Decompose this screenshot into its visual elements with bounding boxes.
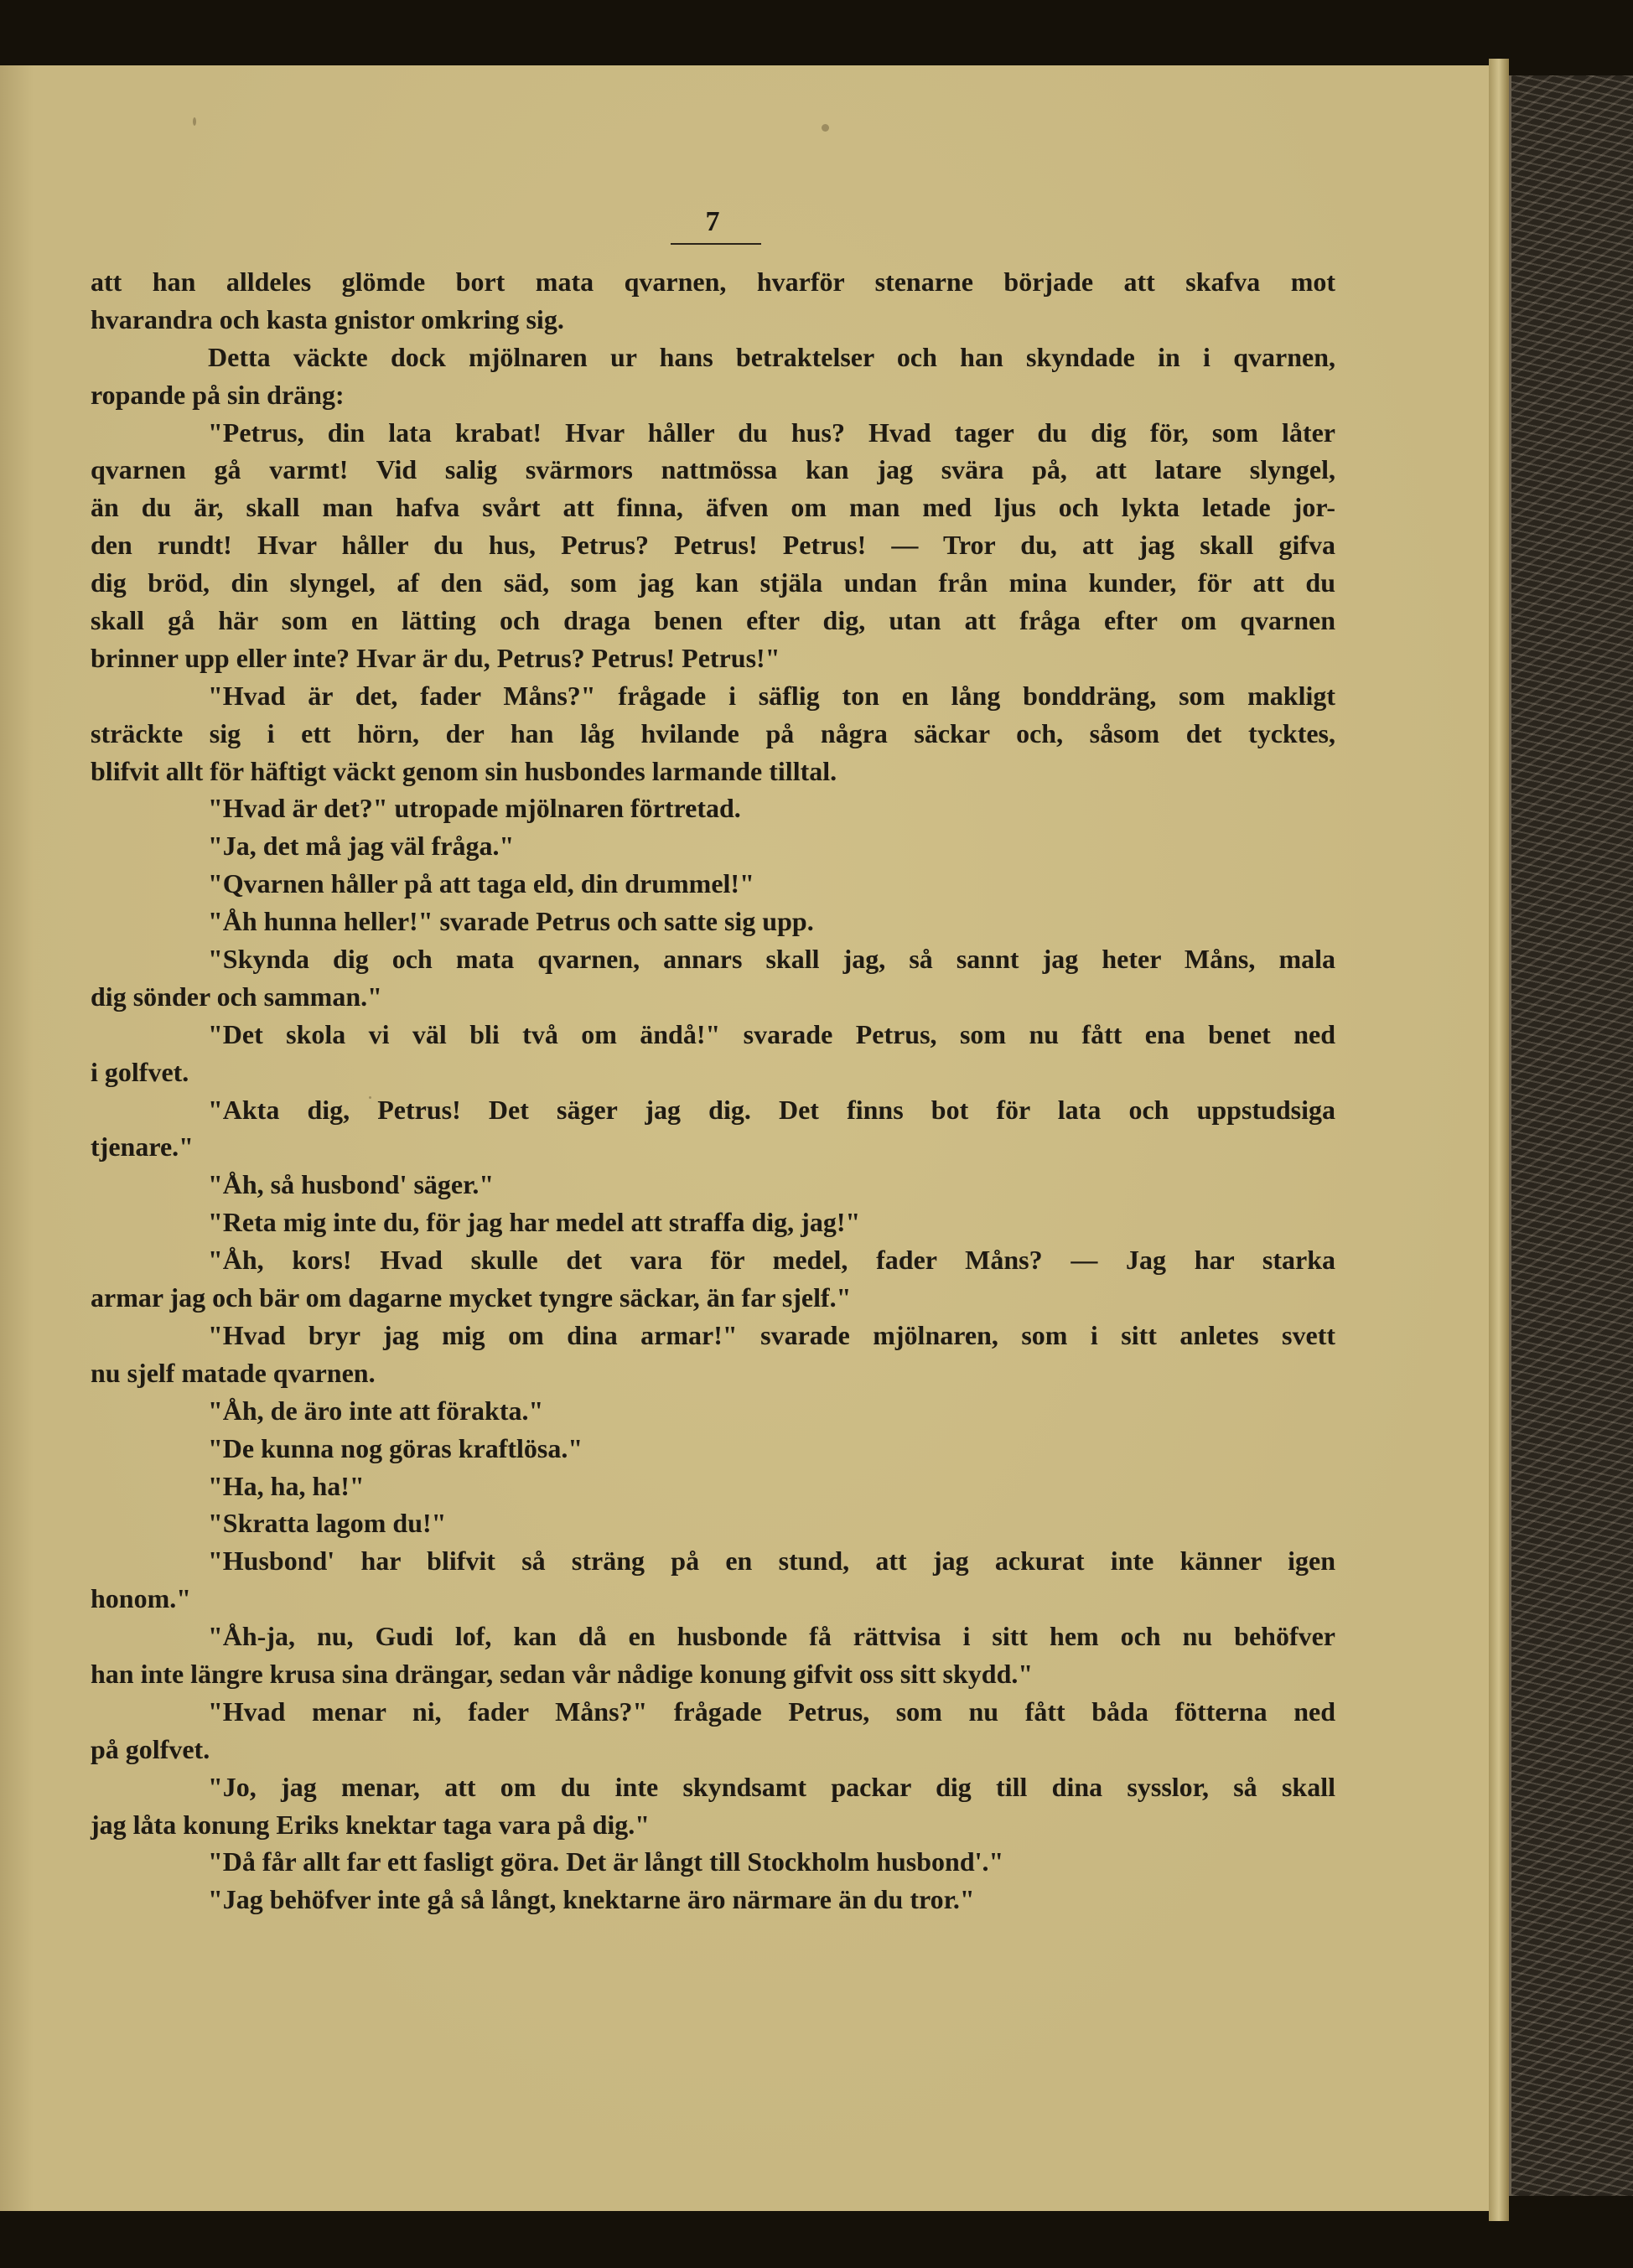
- text-line: tjenare.": [91, 1131, 194, 1162]
- text-line: "Åh, kors! Hvad skulle det vara för medel, fader Måns? — Jag har starka: [208, 1245, 1335, 1276]
- text-line: än du är, skall man hafva svårt att finna, äfven om man med ljus och lykta letade jor-: [91, 492, 1335, 523]
- text-line: "Jo, jag menar, att om du inte skyndsamt packar dig till dina sysslor, så skall: [208, 1771, 1335, 1802]
- text-line: sträckte sig i ett hörn, der han låg hvilande på några säckar och, såsom det tycktes,: [91, 717, 1335, 748]
- text-line: jag låta konung Eriks knektar taga vara på dig.": [91, 1809, 651, 1840]
- text-line: "Qvarnen håller på att taga eld, din drummel!": [208, 868, 754, 899]
- page-edge: [1489, 59, 1509, 2221]
- text-line: hvarandra och kasta gnistor omkring sig.: [91, 303, 564, 334]
- text-line: "Åh, så husbond' säger.": [208, 1169, 495, 1200]
- text-line: "Husbond' har blifvit så sträng på en stund, att jag ackurat inte känner igen: [208, 1546, 1335, 1577]
- text-line: "Skratta lagom du!": [208, 1508, 447, 1539]
- text-line: ropande på sin dräng:: [91, 379, 345, 410]
- text-line: "Akta dig, Petrus! Det säger jag dig. Det finns bot för lata och uppstudsiga: [208, 1094, 1335, 1125]
- text-line: nu sjelf matade qvarnen.: [91, 1357, 376, 1388]
- paper-speck: [822, 124, 829, 132]
- text-line: "Åh-ja, nu, Gudi lof, kan då en husbonde få rättvisa i sitt hem och nu behöfver: [208, 1621, 1335, 1652]
- page-number-rule: [671, 243, 761, 245]
- text-line: "Ja, det må jag väl fråga.": [208, 831, 515, 862]
- text-line: dig bröd, din slyngel, af den säd, som jag kan stjäla undan från mina kunder, för att du: [91, 567, 1335, 598]
- text-line: på golfvet.: [91, 1733, 210, 1764]
- book-binding: [1509, 75, 1633, 2196]
- text-line: "De kunna nog göras kraftlösa.": [208, 1432, 583, 1463]
- text-line: "Hvad menar ni, fader Måns?" frågade Petrus, som nu fått båda fötterna ned: [208, 1696, 1335, 1727]
- text-line: att han alldeles glömde bort mata qvarnen, hvarför stenarne började att skafva mot: [91, 267, 1335, 297]
- text-line: honom.": [91, 1583, 192, 1614]
- text-line: qvarnen gå varmt! Vid salig svärmors nattmössa kan jag svära på, att latare slyngel,: [91, 454, 1335, 485]
- text-line: "Hvad är det?" utropade mjölnaren förtretad.: [208, 793, 741, 824]
- body-text: [91, 263, 1335, 1918]
- text-line: Detta väckte dock mjölnaren ur hans betraktelser och han skyndade in i qvarnen,: [208, 341, 1335, 372]
- page-number: 7: [705, 206, 720, 237]
- text-line: han inte längre krusa sina drängar, sedan vår nådige konung gifvit oss sitt skydd.": [91, 1658, 1034, 1689]
- text-line: "Hvad är det, fader Måns?" frågade i säflig ton en lång bonddräng, som makligt: [208, 680, 1335, 711]
- text-line: "Då får allt far ett fasligt göra. Det är långt till Stockholm husbond'.": [208, 1846, 1004, 1877]
- text-line: "Jag behöfver inte gå så långt, knektarne äro närmare än du tror.": [208, 1884, 975, 1915]
- text-line: "Det skola vi väl bli två om ändå!" svarade Petrus, som nu fått ena benet ned: [208, 1018, 1335, 1049]
- text-line: i golfvet.: [91, 1056, 189, 1087]
- text-line: "Ha, ha, ha!": [208, 1470, 365, 1501]
- text-line: "Petrus, din lata krabat! Hvar håller du hus? Hvad tager du dig för, som låter: [208, 417, 1335, 448]
- text-line: skall gå här som en lätting och draga benen efter dig, utan att fråga efter om qvarnen: [91, 605, 1335, 636]
- text-line: blifvit allt för häftigt väckt genom sin husbondes larmande tilltal.: [91, 755, 837, 786]
- text-line: brinner upp eller inte? Hvar är du, Petrus? Petrus! Petrus!": [91, 642, 780, 673]
- text-line: "Skynda dig och mata qvarnen, annars skall jag, så sannt jag heter Måns, mala: [208, 944, 1335, 975]
- paper-speck: [193, 117, 196, 126]
- text-line: "Reta mig inte du, för jag har medel att straffa dig, jag!": [208, 1207, 861, 1238]
- text-line: dig sönder och samman.": [91, 981, 382, 1012]
- text-line: den rundt! Hvar håller du hus, Petrus? Petrus! Petrus! — Tror du, att jag skall gifva: [91, 530, 1335, 561]
- text-line: armar jag och bär om dagarne mycket tyngre säckar, än far sjelf.": [91, 1282, 852, 1313]
- text-line: "Åh, de äro inte att förakta.": [208, 1395, 544, 1426]
- text-line: "Hvad bryr jag mig om dina armar!" svarade mjölnaren, som i sitt anletes svett: [208, 1319, 1335, 1350]
- text-line: "Åh hunna heller!" svarade Petrus och satte sig upp.: [208, 906, 814, 937]
